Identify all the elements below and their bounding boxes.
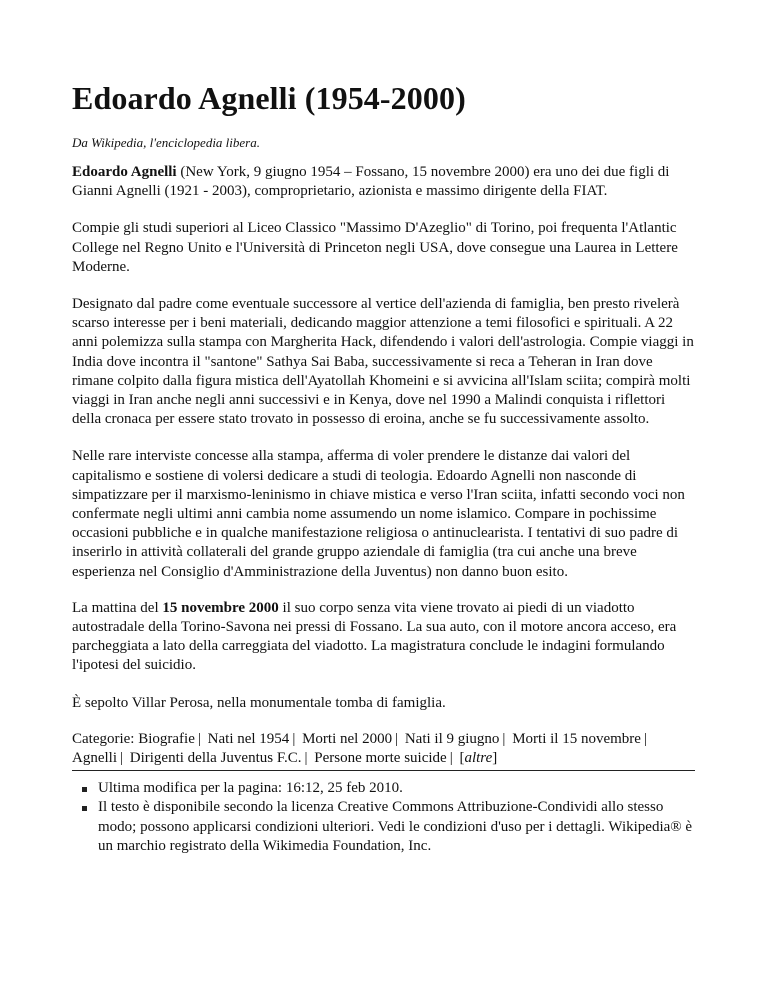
category-link[interactable]: Dirigenti della Juventus F.C.	[129, 750, 302, 767]
more-categories-open: [	[459, 750, 465, 767]
last-modified-text: Ultima modifica per la pagina: 16:12, 25 feb 2010.	[98, 780, 403, 797]
bullet-icon	[82, 806, 87, 811]
category-separator: |	[197, 730, 201, 747]
category-separator: |	[292, 730, 296, 747]
subject-name: Edoardo Agnelli	[72, 164, 177, 180]
category-link[interactable]: Biografie	[138, 730, 195, 747]
category-separator: |	[395, 730, 399, 747]
category-separator: |	[502, 730, 506, 747]
categories-label: Categorie:	[72, 730, 139, 747]
more-categories-link[interactable]: altre	[464, 750, 493, 767]
paragraph-intro	[72, 163, 695, 201]
more-categories-close: ]	[492, 750, 498, 767]
category-link[interactable]: Agnelli	[72, 750, 117, 767]
page-subtitle: Da Wikipedia, l'enciclopedia libera.	[72, 135, 260, 150]
category-separator: |	[304, 750, 308, 767]
bullet-icon	[82, 787, 87, 792]
paragraph-burial: È sepolto Villar Perosa, nella monumentale tomba di famiglia.	[72, 694, 446, 711]
paragraph-education: Compie gli studi superiori al Liceo Classico "Massimo D'Azeglio" di Torino, poi frequenta l'Atlantic College nel Regno Unito e l'Università di Princeton negli USA, dove consegue una Laurea in Lettere Moderne.	[72, 220, 678, 275]
category-link[interactable]: Persone morte suicide	[314, 750, 447, 767]
license-text: Il testo è disponibile secondo la licenza Creative Commons Attribuzione-Condividi allo stesso modo; possono applicarsi condizioni ulteriori. Vedi le condizioni d'uso per i dettagli. Wikipedia® è un marchio registrato della Wikimedia Foundation, Inc.	[98, 799, 693, 854]
death-text-after: il suo corpo senza vita viene trovato ai piedi di un viadotto autostradale della Torino-Savona nei pressi di Fossano. La sua auto, con il motore ancora acceso, era parcheggiata a lato della carreggiata del viadotto. La magistratura conclude le indagini formulando l'ipotesi del suicidio.	[72, 599, 677, 674]
paragraph-interests: Designato dal padre come eventuale successore al vertice dell'azienda di famiglia, ben presto rivelerà scarso interesse per i beni materiali, dedicando maggior attenzione a temi filosofici e spirituali. A 22 anni polemizza sulla stampa con Margherita Hack, difendendo i valori dell'astrologia. Compie viaggi in India dove incontra il "santone" Sathya Sai Baba, successivamente si reca a Teheran in Iran dove rimane colpito dalla figura mistica dell'Ayatollah Khomeini e si avvicina all'Islam sciita; compirà molti viaggi in Iran anche negli anni successivi e in Kenya, dove nel 1990 a Malindi conquista i riflettori della cronaca per essere stato trovato in possesso di eroina, anche se fu successivamente assolto.	[72, 296, 694, 428]
category-link[interactable]: Morti il 15 novembre	[512, 730, 641, 747]
categories-bar	[72, 730, 695, 771]
footer-item-last-modified	[82, 779, 695, 798]
category-link[interactable]: Nati nel 1954	[207, 730, 290, 747]
death-text-before: La mattina del	[72, 599, 163, 616]
paragraph-death	[72, 599, 695, 676]
intro-text: (New York, 9 giugno 1954 – Fossano, 15 novembre 2000) era uno dei due figli di Gianni Agnelli (1921 - 2003), comproprietario, azionista e massimo dirigente della FIAT.	[72, 164, 670, 200]
footer-info-list	[72, 779, 695, 856]
paragraph-interviews: Nelle rare interviste concesse alla stampa, afferma di voler prendere le distanze dai valori del capitalismo e sostiene di volersi dedicare a studi di teologia. Edoardo Agnelli non nasconde di simpatizzare per il marxismo-leninismo in chiave mistica e verso l'Iran sciita, infatti secondo voci non confermate negli ultimi anni cambia nome assumendo un nome islamico. Compare in pochissime occasioni pubbliche e in qualche manifestazione religiosa o antinuclearista. I tentativi di suo padre di inserirlo in attività collaterali del grande gruppo aziendale di famiglia (tra cui anche una breve esperienza nel Consiglio d'Amministrazione della Juventus) non danno buon esito.	[72, 448, 685, 580]
category-separator: |	[449, 750, 453, 767]
category-link[interactable]: Nati il 9 giugno	[404, 730, 500, 747]
footer-item-license	[82, 798, 695, 856]
category-link[interactable]: Morti nel 2000	[302, 730, 393, 747]
category-separator: |	[120, 750, 124, 767]
page-title: Edoardo Agnelli (1954-2000)	[72, 80, 466, 116]
death-date: 15 novembre 2000	[162, 599, 279, 616]
category-separator: |	[643, 730, 647, 747]
